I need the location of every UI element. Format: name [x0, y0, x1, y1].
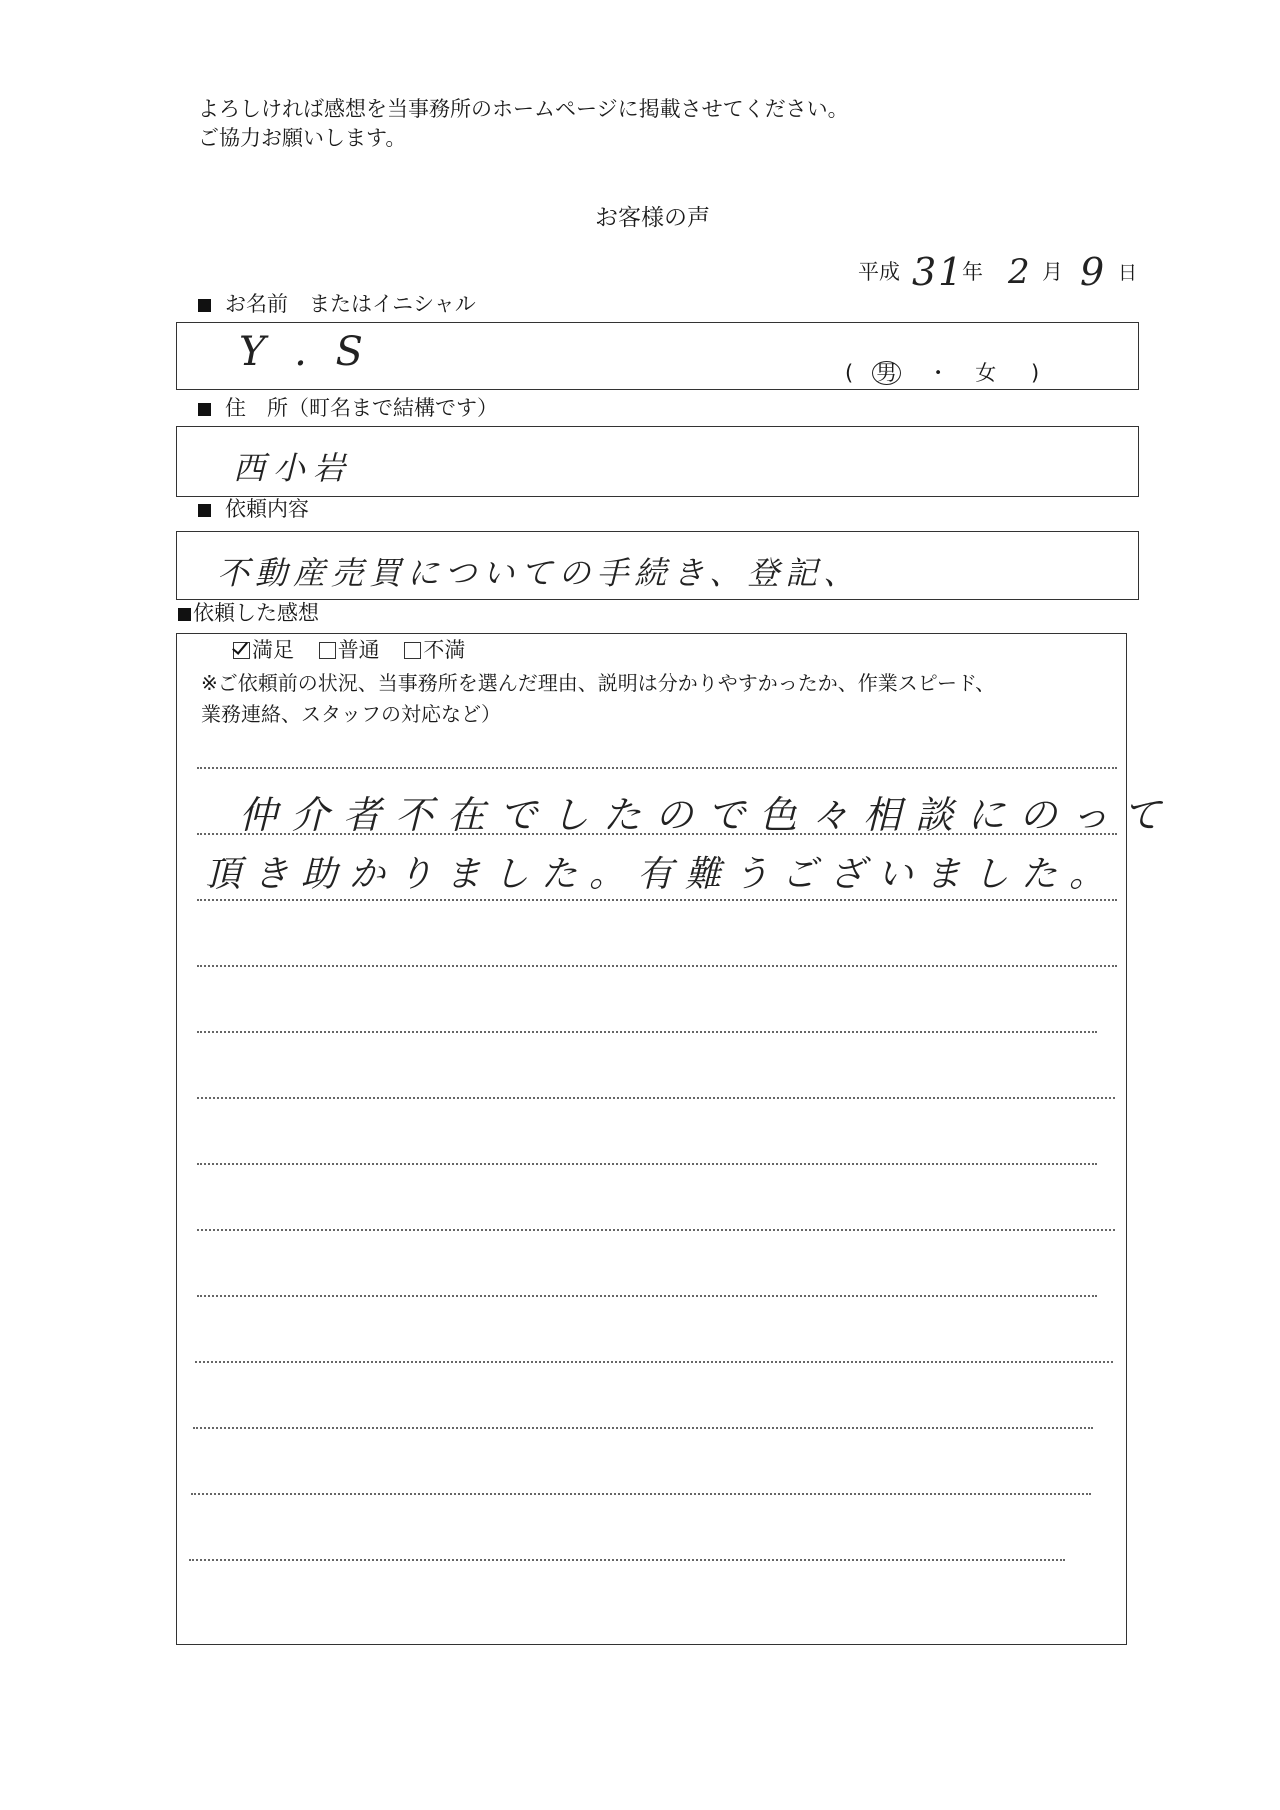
date-month: 2 — [1008, 252, 1038, 292]
gender-paren-close: ) — [1030, 361, 1040, 385]
comment-line1: 仲介者不在でしたので色々相談にのって — [239, 793, 1175, 837]
date-month-label: 月 — [1042, 260, 1063, 284]
gender-paren-open: ( — [845, 361, 854, 385]
comment-line2: 頂き助かりました。有難うございました。 — [205, 854, 1118, 895]
address-label: 住 所（町名まで結構です） — [198, 398, 498, 419]
name-box[interactable] — [176, 322, 1139, 390]
option-normal[interactable]: 普通 — [319, 638, 380, 662]
feedback-note-line1: ※ご依頼前の状況、当事務所を選んだ理由、説明は分かりやすかったか、作業スピード、 — [201, 671, 996, 695]
request-text-line2: ご協力お願いします。 — [198, 126, 407, 150]
feedback-box — [176, 633, 1175, 1645]
request-value: 不動産売買についての手続き、登記、 — [217, 554, 862, 592]
name-value: Y . S — [239, 329, 371, 375]
date-era: 平成 — [858, 260, 900, 284]
ruled-line — [197, 1097, 1115, 1099]
request-box[interactable] — [176, 531, 1139, 600]
ruled-line — [197, 1229, 1115, 1231]
request-text-line1: よろしければ感想を当事務所のホームページに掲載させてください。 — [198, 97, 849, 121]
date-day: 9 — [1080, 250, 1113, 294]
page-title: お客様の声 — [595, 205, 710, 231]
feedback-note-line2: 業務連絡、スタッフの対応など） — [201, 702, 501, 726]
name-label: お名前 またはイニシャル — [198, 294, 476, 315]
date-year: 31 — [912, 250, 965, 294]
checkbox-icon[interactable] — [319, 642, 336, 659]
ruled-line — [197, 1031, 1097, 1033]
address-value: 西小岩 — [233, 449, 354, 487]
gender-female-option[interactable]: 女 — [975, 361, 997, 385]
ruled-line — [193, 1427, 1093, 1429]
bullet-square-icon — [198, 403, 211, 416]
bullet-square-icon — [198, 299, 211, 312]
date-day-label: 日 — [1118, 262, 1138, 284]
ruled-line — [191, 1493, 1091, 1495]
ruled-line — [189, 1559, 1065, 1561]
bullet-square-icon — [198, 504, 211, 517]
checkbox-checked-icon[interactable] — [233, 642, 250, 659]
ruled-line — [195, 1361, 1113, 1363]
feedback-label: 依頼した感想 — [178, 603, 319, 624]
option-unsatisfied[interactable]: 不満 — [404, 638, 465, 662]
ruled-line — [197, 767, 1117, 769]
ruled-line — [197, 899, 1117, 901]
bullet-square-icon — [178, 608, 191, 621]
satisfaction-options — [233, 640, 465, 661]
ruled-line — [197, 965, 1117, 967]
ruled-line — [197, 1163, 1097, 1165]
request-label: 依頼内容 — [198, 499, 309, 520]
ruled-line — [197, 833, 1117, 835]
address-box[interactable] — [176, 426, 1139, 497]
ruled-line — [197, 1295, 1097, 1297]
option-satisfied[interactable]: 満足 — [233, 638, 294, 662]
date-year-label: 年 — [962, 260, 983, 284]
gender-select[interactable] — [845, 361, 1039, 385]
gender-separator: ・ — [927, 361, 949, 385]
gender-male-option[interactable]: 男 — [872, 361, 901, 385]
checkbox-icon[interactable] — [404, 642, 421, 659]
